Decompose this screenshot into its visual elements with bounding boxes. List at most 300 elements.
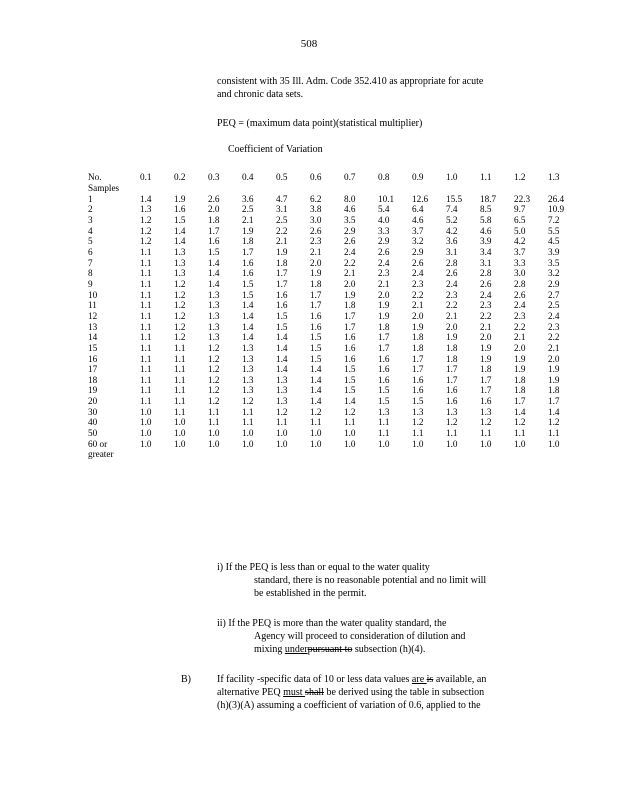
multiplier-cell: 1.1 (140, 257, 152, 268)
multiplier-cell: 2.6 (310, 225, 322, 236)
item-b-label: B) (181, 674, 191, 685)
header-samples: Samples (88, 183, 120, 193)
multiplier-cell: 2.1 (242, 214, 254, 225)
multiplier-cell: 1.5 (242, 278, 254, 289)
table-row (88, 236, 582, 247)
multiplier-cell: 1.5 (208, 246, 220, 257)
header-spacer (446, 183, 480, 194)
row-sample-count: 10 (88, 289, 98, 300)
table-row (88, 247, 582, 258)
item-ii-line-2: Agency will proceed to consideration of dilution and (254, 631, 466, 642)
multiplier-cell: 1.1 (242, 406, 254, 417)
header-spacer (480, 183, 514, 194)
multiplier-cell: 1.7 (480, 374, 492, 385)
multiplier-cell: 1.8 (208, 214, 220, 225)
table-row (88, 428, 582, 439)
multiplier-cell: 4.5 (548, 236, 560, 247)
multiplier-cell: 3.9 (548, 246, 560, 257)
multiplier-cell: 2.0 (344, 278, 356, 289)
multiplier-cell: 1.1 (378, 417, 390, 428)
multiplier-cell: 1.1 (140, 246, 152, 257)
inserted-text: must (283, 687, 306, 698)
multiplier-cell: 1.4 (310, 364, 322, 375)
multiplier-cell: 1.7 (446, 364, 458, 375)
multiplier-cell: 1.0 (140, 438, 152, 449)
multiplier-cell: 2.0 (514, 342, 526, 353)
multiplier-cell: 5.4 (378, 204, 390, 215)
multiplier-cell: 5.5 (548, 225, 560, 236)
table-row (88, 375, 582, 386)
item-ii-text-b: subsection (h)(4). (352, 644, 426, 655)
multiplier-cell: 1.2 (548, 417, 560, 428)
multiplier-cell: 4.2 (514, 236, 526, 247)
intro-line-2: and chronic data sets. (217, 89, 304, 100)
multiplier-cell: 1.1 (174, 396, 186, 407)
multiplier-cell: 1.3 (208, 289, 220, 300)
table-row (88, 364, 582, 375)
multiplier-cell: 1.2 (208, 385, 220, 396)
header-spacer (208, 183, 242, 194)
multiplier-cell: 1.8 (412, 342, 424, 353)
multiplier-cell: 2.2 (480, 310, 492, 321)
multiplier-cell: 2.4 (412, 268, 424, 279)
row-sample-count: 40 (88, 417, 98, 428)
multiplier-cell: 7.4 (446, 204, 458, 215)
multiplier-cell: 1.4 (140, 193, 152, 204)
multiplier-cell: 9.7 (514, 204, 526, 215)
deleted-text: shall (305, 687, 324, 698)
multiplier-cell: 1.1 (140, 396, 152, 407)
multiplier-cell: 2.8 (480, 268, 492, 279)
multiplier-cell: 1.4 (208, 257, 220, 268)
multiplier-cell: 2.6 (480, 278, 492, 289)
multiplier-cell: 1.2 (140, 225, 152, 236)
header-cv: 0.1 (140, 172, 152, 182)
multiplier-cell: 5.2 (446, 214, 458, 225)
multiplier-cell: 1.3 (174, 268, 186, 279)
multiplier-cell: 1.1 (174, 364, 186, 375)
multiplier-cell: 2.3 (310, 236, 322, 247)
multiplier-cell: 2.1 (480, 321, 492, 332)
multiplier-cell: 1.3 (242, 353, 254, 364)
item-ii-text-a: mixing (254, 644, 285, 655)
multiplier-cell: 1.1 (174, 406, 186, 417)
multiplier-cell: 2.2 (412, 289, 424, 300)
item-b-line-2 (217, 686, 484, 699)
multiplier-cell: 1.2 (412, 417, 424, 428)
multiplier-cell: 1.1 (140, 321, 152, 332)
multiplier-cell: 1.1 (548, 428, 560, 439)
multiplier-cell: 3.6 (242, 193, 254, 204)
multiplier-cell: 1.9 (514, 364, 526, 375)
multiplier-cell: 1.0 (514, 438, 526, 449)
multiplier-cell: 2.8 (514, 278, 526, 289)
multiplier-cell: 2.3 (412, 278, 424, 289)
multiplier-cell: 2.9 (412, 246, 424, 257)
multiplier-cell: 1.7 (344, 310, 356, 321)
multiplier-cell: 1.7 (548, 396, 560, 407)
row-sample-count: 1 (88, 193, 93, 204)
row-sample-count: 50 (88, 428, 98, 439)
multiplier-cell: 1.6 (242, 268, 254, 279)
multiplier-cell: 2.3 (446, 289, 458, 300)
multiplier-cell: 1.0 (242, 438, 254, 449)
multiplier-cell: 1.4 (174, 225, 186, 236)
multiplier-cell: 1.9 (378, 310, 390, 321)
multiplier-cell: 2.2 (514, 321, 526, 332)
multiplier-cell: 1.3 (276, 374, 288, 385)
multiplier-cell: 1.1 (480, 428, 492, 439)
multiplier-cell: 1.3 (242, 342, 254, 353)
multiplier-cell: 1.1 (140, 268, 152, 279)
multiplier-cell: 1.6 (480, 396, 492, 407)
multiplier-cell: 1.7 (378, 332, 390, 343)
table-row (88, 268, 582, 279)
multiplier-cell: 1.3 (208, 332, 220, 343)
multiplier-cell: 1.5 (310, 342, 322, 353)
multiplier-cell: 1.1 (446, 428, 458, 439)
multiplier-cell: 8.5 (480, 204, 492, 215)
multiplier-cell: 1.1 (140, 364, 152, 375)
multiplier-cell: 1.3 (446, 406, 458, 417)
multiplier-cell: 1.7 (310, 300, 322, 311)
header-spacer (412, 183, 446, 194)
multiplier-cell: 1.1 (140, 374, 152, 385)
multiplier-cell: 1.2 (208, 353, 220, 364)
multiplier-cell: 2.4 (378, 257, 390, 268)
multiplier-cell: 1.4 (242, 310, 254, 321)
multiplier-cell: 1.0 (548, 438, 560, 449)
header-spacer (174, 183, 208, 194)
multiplier-cell: 1.4 (276, 342, 288, 353)
row-sample-count-suffix: greater (88, 449, 114, 460)
multiplier-cell: 1.1 (140, 300, 152, 311)
intro-line-1: consistent with 35 Ill. Adm. Code 352.410 as appropriate for acute (217, 76, 484, 87)
multiplier-cell: 1.1 (276, 417, 288, 428)
multiplier-cell: 1.0 (208, 428, 220, 439)
multiplier-cell: 1.5 (276, 321, 288, 332)
multiplier-cell: 1.3 (242, 364, 254, 375)
multiplier-cell: 1.2 (344, 406, 356, 417)
multiplier-cell: 2.6 (412, 257, 424, 268)
multiplier-cell: 6.2 (310, 193, 322, 204)
multiplier-cell: 1.1 (174, 374, 186, 385)
multiplier-cell: 1.4 (174, 236, 186, 247)
row-sample-count: 19 (88, 385, 98, 396)
header-cv: 1.0 (446, 172, 458, 182)
multiplier-cell: 4.6 (344, 204, 356, 215)
row-sample-count: 18 (88, 374, 98, 385)
multiplier-cell: 2.1 (412, 300, 424, 311)
multiplier-cell: 3.4 (480, 246, 492, 257)
multiplier-cell: 4.0 (378, 214, 390, 225)
table-title: Coefficient of Variation (228, 144, 323, 155)
multiplier-cell: 2.3 (548, 321, 560, 332)
header-spacer (310, 183, 344, 194)
multiplier-cell: 1.1 (344, 417, 356, 428)
multiplier-cell: 1.4 (548, 406, 560, 417)
multiplier-cell: 2.9 (548, 278, 560, 289)
multiplier-cell: 1.1 (242, 417, 254, 428)
row-sample-count: 13 (88, 321, 98, 332)
multiplier-cell: 1.2 (208, 396, 220, 407)
row-sample-count: 3 (88, 214, 93, 225)
multiplier-cell: 1.4 (208, 278, 220, 289)
multiplier-cell: 1.2 (208, 374, 220, 385)
multiplier-cell: 2.2 (344, 257, 356, 268)
table-row (88, 332, 582, 343)
multiplier-cell: 1.7 (412, 364, 424, 375)
multiplier-cell: 1.7 (514, 396, 526, 407)
table-row (88, 215, 582, 226)
multiplier-cell: 3.5 (548, 257, 560, 268)
multiplier-cell: 4.6 (480, 225, 492, 236)
multiplier-cell: 2.1 (446, 310, 458, 321)
header-cv: 0.2 (174, 172, 186, 182)
multiplier-cell: 3.8 (310, 204, 322, 215)
multiplier-cell: 1.6 (412, 374, 424, 385)
multiplier-cell: 1.4 (276, 332, 288, 343)
multiplier-cell: 2.6 (514, 289, 526, 300)
multiplier-cell: 1.0 (174, 428, 186, 439)
multiplier-cell: 2.6 (446, 268, 458, 279)
multiplier-cell: 1.9 (378, 300, 390, 311)
table-row (88, 322, 582, 333)
header-spacer (344, 183, 378, 194)
multiplier-cell: 2.2 (276, 225, 288, 236)
multiplier-cell: 2.4 (344, 246, 356, 257)
multiplier-cell: 1.0 (344, 438, 356, 449)
multiplier-cell: 3.2 (548, 268, 560, 279)
header-spacer (242, 183, 276, 194)
row-sample-count: 15 (88, 342, 98, 353)
header-cv: 1.3 (548, 172, 560, 182)
multiplier-cell: 1.6 (344, 353, 356, 364)
multiplier-cell: 2.6 (208, 193, 220, 204)
multiplier-cell: 1.2 (140, 236, 152, 247)
multiplier-cell: 1.5 (310, 353, 322, 364)
multiplier-cell: 1.9 (548, 364, 560, 375)
multiplier-cell: 2.2 (548, 332, 560, 343)
multiplier-cell: 1.2 (310, 406, 322, 417)
header-cv: 0.7 (344, 172, 356, 182)
multiplier-cell: 15.5 (446, 193, 463, 204)
multiplier-cell: 1.2 (174, 289, 186, 300)
multiplier-cell: 1.1 (140, 278, 152, 289)
header-cv: 0.8 (378, 172, 390, 182)
multiplier-cell: 1.7 (480, 385, 492, 396)
multiplier-cell: 2.6 (378, 246, 390, 257)
multiplier-cell: 1.3 (208, 300, 220, 311)
multiplier-cell: 1.7 (242, 246, 254, 257)
multiplier-cell: 2.1 (514, 332, 526, 343)
multiplier-cell: 2.0 (480, 332, 492, 343)
table-header-row (88, 171, 582, 183)
multiplier-cell: 1.5 (378, 396, 390, 407)
item-b-text-c: alternative PEQ (217, 687, 284, 698)
inserted-text: are (411, 674, 427, 685)
page-number: 508 (300, 38, 318, 50)
multiplier-cell: 1.8 (412, 332, 424, 343)
multiplier-cell: 2.4 (514, 300, 526, 311)
table-row (88, 417, 582, 428)
multiplier-cell: 1.5 (378, 385, 390, 396)
deleted-text: pursuant to (307, 644, 353, 655)
header-cv: 1.2 (514, 172, 526, 182)
multiplier-cell: 1.6 (344, 332, 356, 343)
multiplier-cell: 1.7 (446, 374, 458, 385)
multiplier-cell: 3.1 (480, 257, 492, 268)
multiplier-cell: 1.8 (548, 385, 560, 396)
multiplier-cell: 1.1 (140, 289, 152, 300)
multiplier-cell: 1.9 (480, 342, 492, 353)
multiplier-cell: 10.1 (378, 193, 395, 204)
multiplier-cell: 3.7 (514, 246, 526, 257)
multiplier-cell: 1.2 (208, 364, 220, 375)
multiplier-cell: 2.6 (344, 236, 356, 247)
multiplier-cell: 2.9 (378, 236, 390, 247)
peq-formula: PEQ = (maximum data point)(statistical multiplier) (217, 118, 423, 129)
table-row (88, 194, 582, 205)
multiplier-cell: 1.6 (378, 353, 390, 364)
multiplier-cell: 1.8 (514, 374, 526, 385)
multiplier-cell: 2.3 (480, 300, 492, 311)
item-i-line-3: be established in the permit. (254, 588, 367, 599)
multiplier-cell: 2.1 (276, 236, 288, 247)
row-sample-count: 2 (88, 204, 93, 215)
multiplier-cell: 1.5 (344, 385, 356, 396)
multiplier-cell: 1.4 (310, 396, 322, 407)
row-sample-count: 30 (88, 406, 98, 417)
multiplier-cell: 3.0 (514, 268, 526, 279)
multiplier-cell: 1.4 (276, 353, 288, 364)
multiplier-cell: 1.7 (276, 278, 288, 289)
multiplier-cell: 1.9 (412, 321, 424, 332)
multiplier-cell: 1.6 (310, 310, 322, 321)
multiplier-cell: 1.2 (446, 417, 458, 428)
multiplier-cell: 1.5 (242, 289, 254, 300)
row-sample-count: 17 (88, 364, 98, 375)
multiplier-cell: 1.0 (310, 428, 322, 439)
table-row (88, 354, 582, 365)
multiplier-cell: 1.2 (140, 214, 152, 225)
multiplier-cell: 1.9 (344, 289, 356, 300)
multiplier-cell: 3.5 (344, 214, 356, 225)
multiplier-cell: 1.1 (174, 353, 186, 364)
multiplier-cell: 3.2 (412, 236, 424, 247)
item-b-line-1 (217, 673, 486, 686)
multiplier-cell: 1.9 (242, 225, 254, 236)
multiplier-cell: 1.8 (514, 385, 526, 396)
multiplier-cell: 1.6 (310, 321, 322, 332)
multiplier-cell: 1.5 (276, 310, 288, 321)
multiplier-cell: 1.1 (174, 342, 186, 353)
table-row (88, 311, 582, 322)
multiplier-cell: 1.1 (140, 353, 152, 364)
multiplier-cell: 1.4 (242, 300, 254, 311)
header-cv: 0.5 (276, 172, 288, 182)
multiplier-cell: 1.9 (310, 268, 322, 279)
table-row (88, 290, 582, 301)
multiplier-cell: 4.6 (412, 214, 424, 225)
multiplier-cell: 1.7 (412, 353, 424, 364)
multiplier-cell: 2.5 (242, 204, 254, 215)
multiplier-cell: 2.0 (412, 310, 424, 321)
multiplier-cell: 3.7 (412, 225, 424, 236)
multiplier-cell: 1.4 (310, 385, 322, 396)
multiplier-cell: 1.0 (140, 417, 152, 428)
row-sample-count: 20 (88, 396, 98, 407)
multiplier-cell: 1.7 (276, 268, 288, 279)
row-sample-count: 5 (88, 236, 93, 247)
row-sample-count: 9 (88, 278, 93, 289)
multiplier-cell: 1.5 (310, 332, 322, 343)
multiplier-cell: 2.2 (446, 300, 458, 311)
multiplier-cell: 2.8 (446, 257, 458, 268)
multiplier-cell: 3.3 (378, 225, 390, 236)
multiplier-cell: 3.6 (446, 236, 458, 247)
inserted-text: under (284, 644, 308, 655)
multiplier-cell: 2.1 (548, 342, 560, 353)
item-b-line-3: (h)(3)(A) assuming a coefficient of variation of 0.6, applied to the (217, 700, 481, 711)
multiplier-cell: 12.6 (412, 193, 429, 204)
table-row-suffix (88, 449, 582, 460)
multiplier-cell: 1.0 (276, 428, 288, 439)
multiplier-cell: 1.6 (446, 385, 458, 396)
header-cv: 0.3 (208, 172, 220, 182)
multiplier-cell: 1.3 (242, 374, 254, 385)
multiplier-cell: 2.1 (378, 278, 390, 289)
multiplier-cell: 1.4 (514, 406, 526, 417)
multiplier-cell: 1.3 (276, 385, 288, 396)
multiplier-cell: 5.0 (514, 225, 526, 236)
multiplier-cell: 1.0 (446, 438, 458, 449)
multiplier-cell: 1.1 (140, 332, 152, 343)
multiplier-cell: 1.0 (480, 438, 492, 449)
multiplier-cell: 1.3 (276, 396, 288, 407)
multiplier-cell: 1.1 (412, 428, 424, 439)
multiplier-cell: 2.3 (378, 268, 390, 279)
multiplier-cell: 18.7 (480, 193, 497, 204)
multiplier-cell: 1.9 (446, 332, 458, 343)
multiplier-cell: 1.0 (140, 406, 152, 417)
multiplier-cell: 26.4 (548, 193, 565, 204)
multiplier-cell: 1.2 (174, 310, 186, 321)
multiplier-cell: 1.5 (412, 396, 424, 407)
header-cv: 1.1 (480, 172, 492, 182)
multiplier-cell: 3.1 (276, 204, 288, 215)
header-spacer (548, 183, 582, 194)
multiplier-cell: 1.0 (140, 428, 152, 439)
multiplier-cell: 1.5 (174, 214, 186, 225)
multiplier-cell: 1.4 (344, 396, 356, 407)
multiplier-cell: 3.0 (310, 214, 322, 225)
multiplier-cell: 2.1 (344, 268, 356, 279)
header-cv: 0.4 (242, 172, 254, 182)
multiplier-cell: 2.9 (344, 225, 356, 236)
multiplier-cell: 2.4 (480, 289, 492, 300)
multiplier-cell: 1.3 (174, 246, 186, 257)
multiplier-cell: 2.5 (548, 300, 560, 311)
multiplier-cell: 1.1 (140, 385, 152, 396)
multiplier-cell: 1.0 (208, 438, 220, 449)
multiplier-cell: 1.0 (242, 428, 254, 439)
multiplier-cell: 10.9 (548, 204, 565, 215)
multiplier-cell: 5.8 (480, 214, 492, 225)
header-spacer (514, 183, 548, 194)
multiplier-cell: 1.3 (140, 204, 152, 215)
row-sample-count: 60 or (88, 438, 108, 449)
